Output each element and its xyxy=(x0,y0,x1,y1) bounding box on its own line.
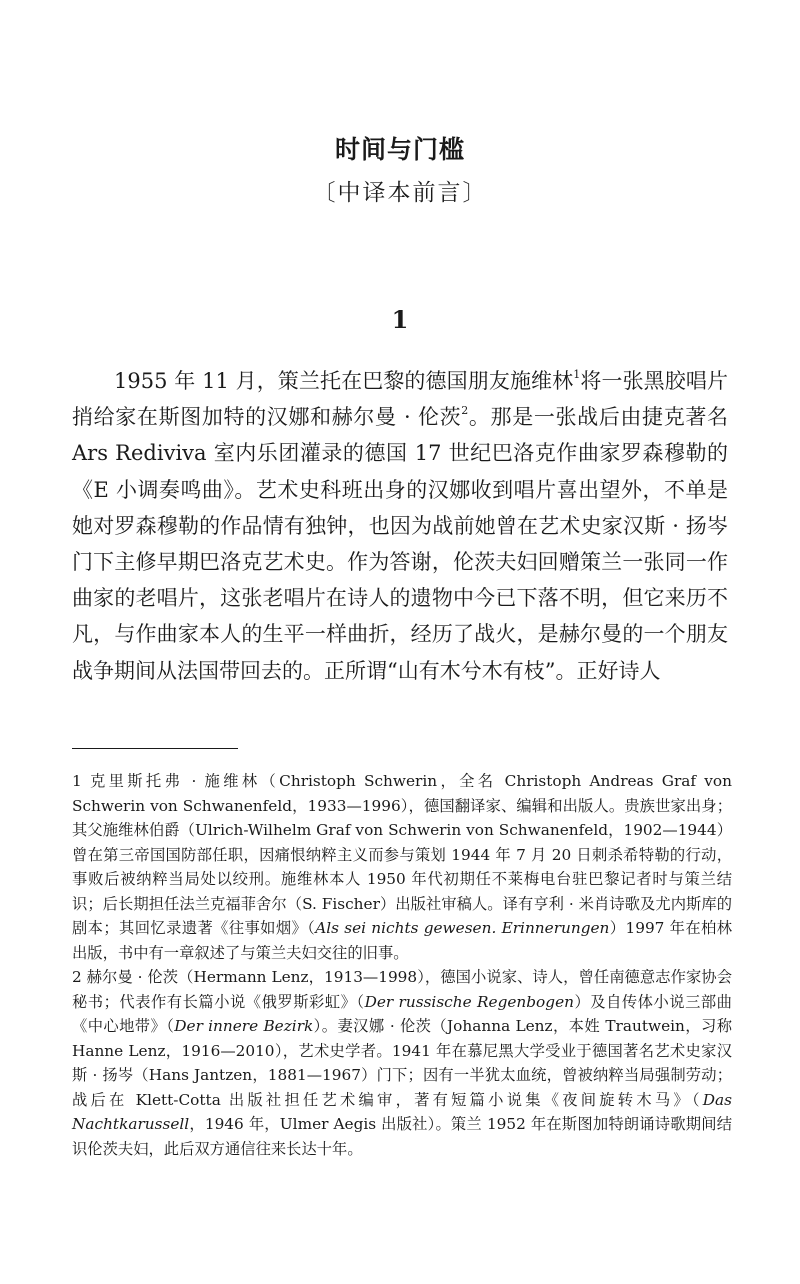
chapter-title: 时间与门槛 xyxy=(334,135,465,164)
footnote-2-text-d: ，1946 年，Ulmer Aegis 出版社）。策兰 1952 年在斯图加特朗诵诗歌期间结识伦茨夫妇，此后双方通信往来长达十年。 xyxy=(72,1115,732,1158)
footnote-2 xyxy=(72,965,732,1161)
footnote-1-text-a: 1 克里斯托弗 · 施维林（Christoph Schwerin，全名 Christoph Andreas Graf von Schwerin von Schwanenfeld，1933—1996），德国翻译家、编辑和出版人。贵族世家出身；其父施维林伯爵（Ulrich-Wilhelm Graf von Schwerin von Schwanenfeld，1902—1944）曾在第三帝国国防部任职，因痛恨纳粹主义而参与策划 1944 年 7 月 20 日刺杀希特勒的行动，事败后被纳粹当局处以绞刑。施维林本人 1950 年代初期任不莱梅电台驻巴黎记者时与策兰结识；后长期担任法兰克福菲舍尔（S. Fischer）出版社审稿人。译有亨利 · 米肖诗歌及尤内斯库的剧本；其回忆录遗著《往事如烟》（ xyxy=(72,772,732,937)
footnote-2-title-2: Der innere Bezirk xyxy=(174,1017,314,1035)
footnote-ref-1: 1 xyxy=(573,368,581,381)
footnote-2-text-b: ）及自传体小说三部曲《中心地带》（ xyxy=(72,992,732,1035)
footnote-1 xyxy=(72,769,732,965)
body-paragraph xyxy=(72,363,728,689)
footnote-2-title-3: Das Nachtkarussell xyxy=(72,1090,732,1133)
section-number: 1 xyxy=(391,305,409,334)
footnote-2-text-a: 2 赫尔曼 · 伦茨（Hermann Lenz，1913—1998），德国小说家、诗人，曾任南德意志作家协会秘书；代表作有长篇小说《俄罗斯彩虹》（ xyxy=(72,968,732,1011)
chapter-subtitle: 〔中译本前言〕 xyxy=(312,180,488,206)
footnote-2-title-1: Der russische Regenbogen xyxy=(364,992,574,1011)
footnote-1-text-b: ）1997 年在柏林出版，书中有一章叙述了与策兰夫妇交往的旧事。 xyxy=(72,919,732,962)
footnotes xyxy=(72,769,732,1161)
body-text-part-2: 将一张黑胶唱片捎给家在斯图加特的汉娜和赫尔曼 · 伦茨 xyxy=(72,369,728,430)
footnote-divider xyxy=(72,748,238,749)
footnote-1-book-title: Als sei nichts gewesen. Erinnerungen xyxy=(315,919,610,937)
body-text-part-1: 1955 年 11 月，策兰托在巴黎的德国朋友施维林 xyxy=(114,369,574,393)
body-text-part-3: 。那是一张战后由捷克著名 Ars Rediviva 室内乐团灌录的德国 17 世纪巴洛克作曲家罗森穆勒的《E 小调奏鸣曲》。艺术史科班出身的汉娜收到唱片喜出望外，不单是她对罗森穆勒的作品情有独钟，也因为战前她曾在艺术史家汉斯 · 扬岑门下主修早期巴洛克艺术史。作为答谢，伦茨夫妇回赠策兰一张同一作曲家的老唱片，这张老唱片在诗人的遗物中今已下落不明，但它来历不凡，与作曲家本人的生平一样曲折，经历了战火，是赫尔曼的一个朋友战争期间从法国带回去的。正所谓“山有木兮木有枝”。正好诗人 xyxy=(72,405,728,683)
footnote-ref-2: 2 xyxy=(461,404,469,418)
footnote-2-text-c: ）。妻汉娜 · 伦茨（Johanna Lenz，本姓 Trautwein，习称 Hanne Lenz，1916—2010），艺术史学者。1941 年在慕尼黑大学受业于德国著名艺术史家汉斯 · 扬岑（Hans Jantzen，1881—1967）门下；因有一半犹太血统，曾被纳粹当局强制劳动；战后在 Klett-Cotta 出版社担任艺术编审，著有短篇小说集《夜间旋转木马》（ xyxy=(72,1017,732,1109)
